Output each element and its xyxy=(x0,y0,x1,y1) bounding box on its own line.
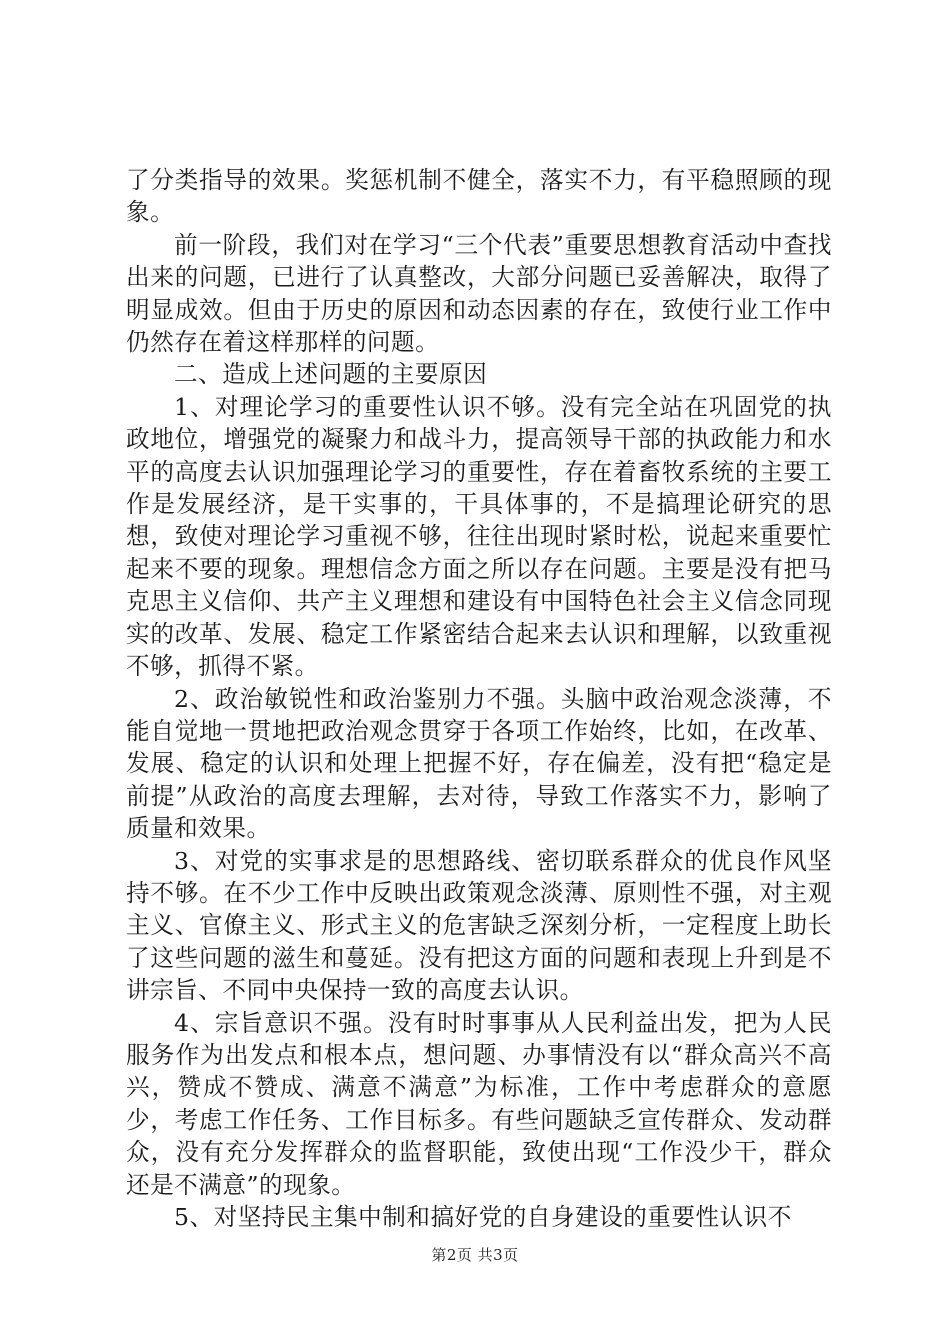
paragraph-item-4: 4、宗旨意识不强。没有时时事事从人民利益出发，把为人民服务作为出发点和根本点，想问题、办事情没有以“群众高兴不高兴，赞成不赞成、满意不满意”为标准，工作中考虑群众的意愿少，考虑工作任务、工作目标多。有些问题缺乏宣传群众、发动群众，没有充分发挥群众的监督职能，致使出现“工作没少干，群众还是不满意”的现象。 xyxy=(126,1008,832,1199)
paragraph-rectification: 前一阶段，我们对在学习“三个代表”重要思想教育活动中查找出来的问题，已进行了认真整改，大部分问题已妥善解决，取得了明显成效。但由于历史的原因和动态因素的存在，致使行业工作中仍然存在着这样那样的问题。 xyxy=(126,230,832,357)
paragraph-item-1: 1、对理论学习的重要性认识不够。没有完全站在巩固党的执政地位，增强党的凝聚力和战斗力，提高领导干部的执政能力和水平的高度去认识加强理论学习的重要性，存在着畜牧系统的主要工作是发展经济，是干实事的，干具体事的，不是搞理论研究的思想，致使对理论学习重视不够，往往出现时紧时松，说起来重要忙起来不要的现象。理想信念方面之所以存在问题。主要是没有把马克思主义信仰、共产主义理想和建设有中国特色社会主义信念同现实的改革、发展、稳定工作紧密结合起来去认识和理解，以致重视不够，抓得不紧。 xyxy=(126,392,832,681)
document-body xyxy=(126,164,832,1233)
paragraph-item-3: 3、对党的实事求是的思想路线、密切联系群众的优良作风坚持不够。在不少工作中反映出政策观念淡薄、原则性不强，对主观主义、官僚主义、形式主义的危害缺乏深刻分析，一定程度上助长了这些问题的滋生和蔓延。没有把这方面的问题和表现上升到是不讲宗旨、不同中央保持一致的高度去认识。 xyxy=(126,846,832,1005)
paragraph-item-2: 2、政治敏锐性和政治鉴别力不强。头脑中政治观念淡薄，不能自觉地一贯地把政治观念贯穿于各项工作始终，比如，在改革、发展、稳定的认识和处理上把握不好，存在偏差，没有把“稳定是前提”从政治的高度去理解，去对待，导致工作落实不力，影响了质量和效果。 xyxy=(126,684,832,843)
paragraph-item-5: 5、对坚持民主集中制和搞好党的自身建设的重要性认识不 xyxy=(174,1203,792,1231)
page-footer: 第2页 共3页 xyxy=(431,1246,519,1264)
section-heading: 二、造成上述问题的主要原因 xyxy=(174,360,488,389)
paragraph-continuation: 了分类指导的效果。奖惩机制不健全，落实不力，有平稳照顾的现象。 xyxy=(126,166,832,227)
